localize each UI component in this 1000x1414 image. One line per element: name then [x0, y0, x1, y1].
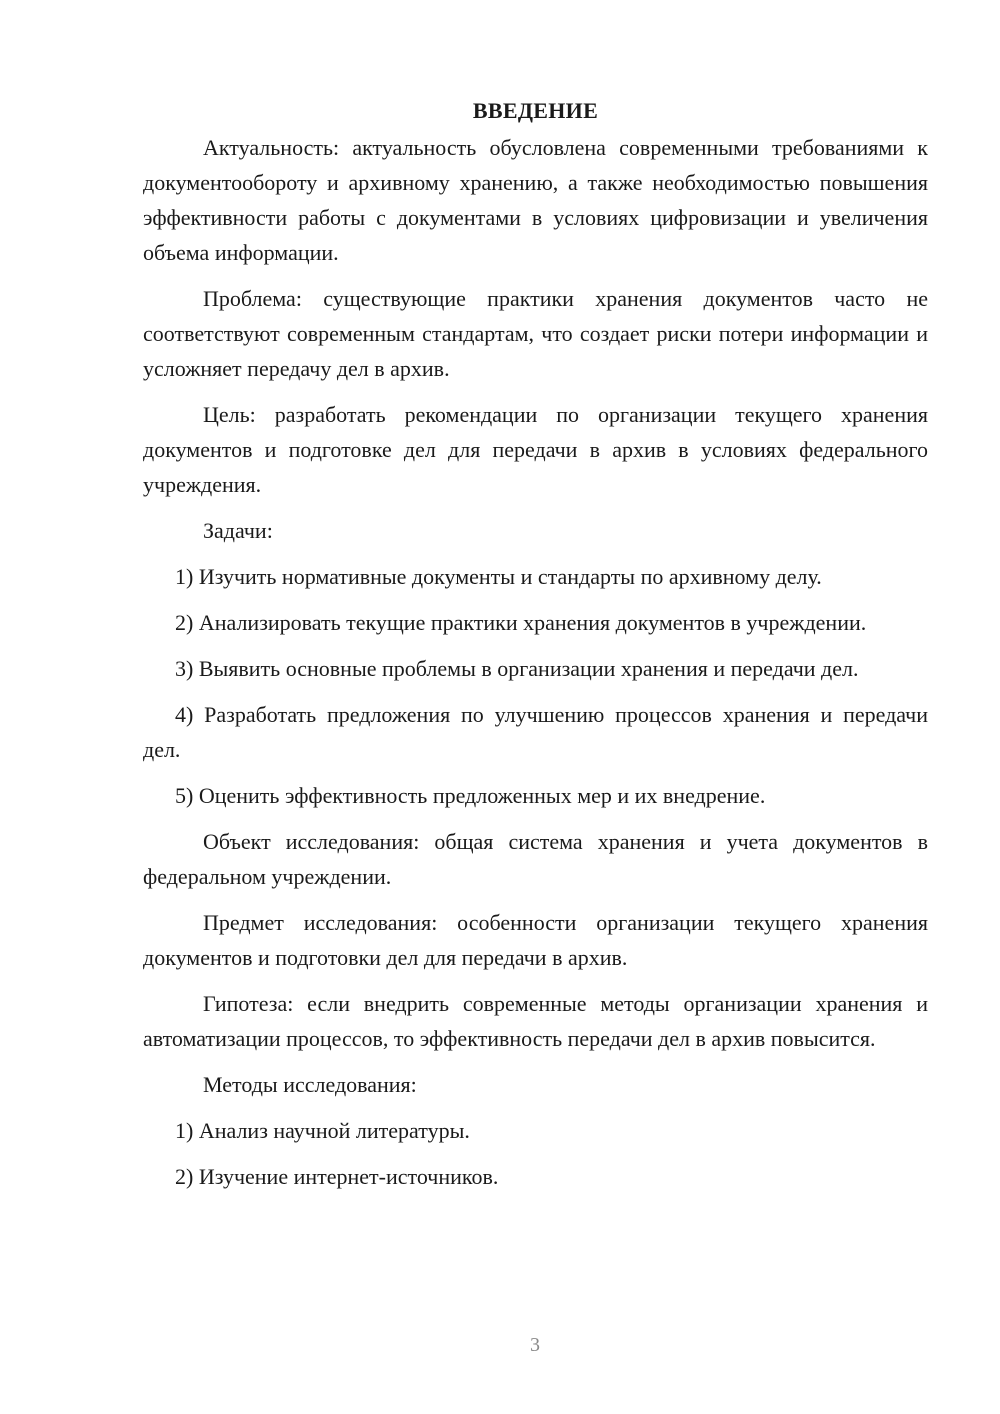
task-item: 4) Разработать предложения по улучшению процессов хранения и передачи дел. [143, 702, 928, 762]
task-item: 3) Выявить основные проблемы в организации хранения и передачи дел. [175, 656, 859, 681]
tasks-label: Задачи: [203, 518, 273, 543]
relevance-paragraph: Актуальность: актуальность обусловлена современными требованиями к документообороту и архивному хранению, а также необходимостью повышения эффективности работы с документами в условиях цифровизации и увеличения объема информации. [143, 135, 928, 265]
page-number: 3 [530, 1334, 540, 1356]
methods-label: Методы исследования: [203, 1072, 417, 1097]
object-paragraph: Объект исследования: общая система хранения и учета документов в федеральном учреждении. [143, 829, 928, 889]
task-item: 5) Оценить эффективность предложенных мер и их внедрение. [175, 783, 766, 808]
goal-paragraph: Цель: разработать рекомендации по организации текущего хранения документов и подготовке дел для передачи в архив в условиях федерального учреждения. [143, 402, 928, 497]
document-page [143, 96, 928, 1205]
section-heading: ВВЕДЕНИЕ [472, 98, 599, 123]
task-item: 1) Изучить нормативные документы и стандарты по архивному делу. [175, 564, 822, 589]
task-item: 2) Анализировать текущие практики хранения документов в учреждении. [175, 610, 867, 635]
hypothesis-paragraph: Гипотеза: если внедрить современные методы организации хранения и автоматизации процессов, то эффективность передачи дел в архив повысится. [143, 991, 928, 1051]
subject-paragraph: Предмет исследования: особенности организации текущего хранения документов и подготовки дел для передачи в архив. [143, 910, 928, 970]
problem-paragraph: Проблема: существующие практики хранения документов часто не соответствуют современным стандартам, что создает риски потери информации и усложняет передачу дел в архив. [143, 286, 928, 381]
method-item: 1) Анализ научной литературы. [175, 1118, 470, 1143]
method-item: 2) Изучение интернет-источников. [175, 1164, 499, 1189]
